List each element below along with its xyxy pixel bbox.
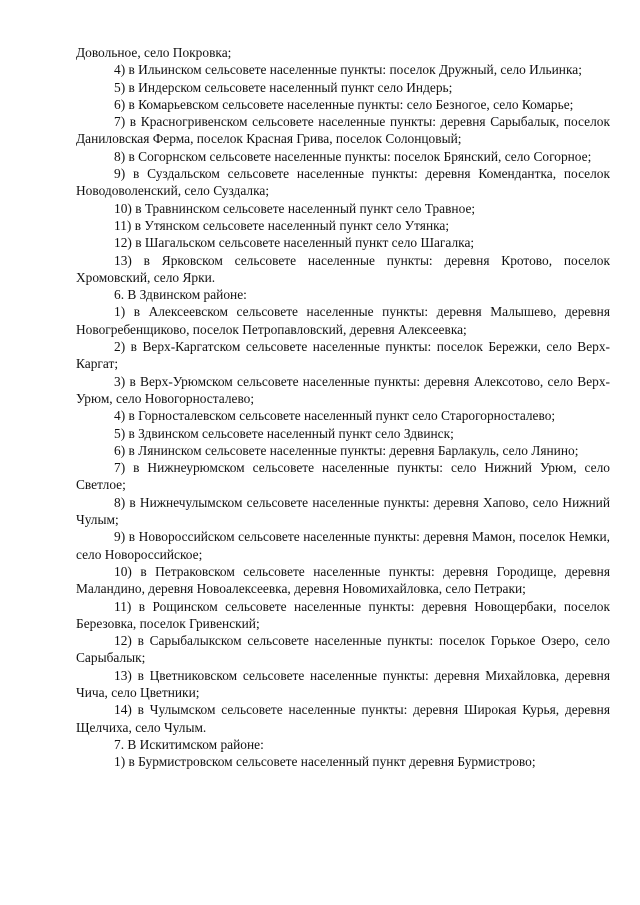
section-heading: 7. В Искитимском районе: — [114, 736, 264, 752]
paragraph: 8) в Согорнском сельсовете населенные пункты: поселок Брянский, село Согорное; — [114, 148, 592, 164]
paragraph: 12) в Сарыбалыкском сельсовете населенные пункты: поселок Горькое Озеро, село Сарыбалык; — [76, 633, 610, 666]
paragraph: 11) в Рощинском сельсовете населенные пункты: деревня Новощербаки, поселок Березовка, поселок Гривенский; — [76, 598, 610, 631]
paragraph: 1) в Алексеевском сельсовете населенные пункты: деревня Малышево, деревня Новогребенщиково, поселок Петропавловский, деревня Алексеевка; — [76, 304, 610, 337]
paragraph: 3) в Верх-Урюмском сельсовете населенные пункты: деревня Алексотово, село Верх-Урюм, село Новогорносталево; — [76, 373, 610, 406]
paragraph: 10) в Травнинском сельсовете населенный пункт село Травное; — [114, 200, 476, 216]
paragraph: 10) в Петраковском сельсовете населенные пункты: деревня Городище, деревня Маландино, деревня Новоалексеевка, деревня Новомихайловка, село Петраки; — [76, 563, 610, 597]
paragraph: 9) в Новороссийском сельсовете населенные пункты: деревня Мамон, поселок Немки, село Новороссийское; — [76, 529, 610, 562]
paragraph: 7) в Нижнеурюмском сельсовете населенные пункты: село Нижний Урюм, село Светлое; — [76, 460, 610, 493]
paragraph: 5) в Здвинском сельсовете населенный пункт село Здвинск; — [114, 425, 454, 441]
paragraph: 7) в Красногривенском сельсовете населенные пункты: деревня Сарыбалык, поселок Даниловская Ферма, поселок Красная Грива, поселок Солонцовый; — [76, 114, 610, 147]
paragraph: 4) в Ильинском сельсовете населенные пункты: поселок Дружный, село Ильинка; — [114, 62, 582, 78]
paragraph: Довольное, село Покровка; — [76, 45, 232, 60]
paragraph: 8) в Нижнечулымском сельсовете населенные пункты: деревня Хапово, село Нижний Чулым; — [76, 494, 610, 528]
paragraph: 5) в Индерском сельсовете населенный пункт село Индерь; — [114, 79, 453, 95]
document-body — [76, 44, 610, 770]
paragraph: 4) в Горносталевском сельсовете населенный пункт село Старогорносталево; — [114, 408, 556, 424]
paragraph: 11) в Утянском сельсовете населенный пункт село Утянка; — [114, 217, 450, 233]
paragraph: 14) в Чулымском сельсовете населенные пункты: деревня Широкая Курья, деревня Щелчиха, село Чулым. — [76, 702, 610, 735]
paragraph: 1) в Бурмистровском сельсовете населенный пункт деревня Бурмистрово; — [114, 754, 536, 770]
paragraph: 6) в Лянинском сельсовете населенные пункты: деревня Барлакуль, село Лянино; — [114, 442, 579, 458]
paragraph: 6) в Комарьевском сельсовете населенные пункты: село Безногое, село Комарье; — [114, 96, 574, 112]
section-heading: 6. В Здвинском районе: — [114, 287, 247, 303]
paragraph: 9) в Суздальском сельсовете населенные пункты: деревня Комендантка, поселок Новодоволенский, село Суздалка; — [76, 166, 610, 199]
paragraph: 13) в Цветниковском сельсовете населенные пункты: деревня Михайловка, деревня Чича, село Цветники; — [76, 667, 610, 700]
paragraph: 12) в Шагальском сельсовете населенный пункт село Шагалка; — [114, 235, 475, 251]
paragraph: 2) в Верх-Каргатском сельсовете населенные пункты: поселок Бережки, село Верх-Каргат; — [76, 339, 610, 372]
paragraph: 13) в Ярковском сельсовете населенные пункты: деревня Кротово, поселок Хромовский, село Ярки. — [76, 252, 610, 285]
